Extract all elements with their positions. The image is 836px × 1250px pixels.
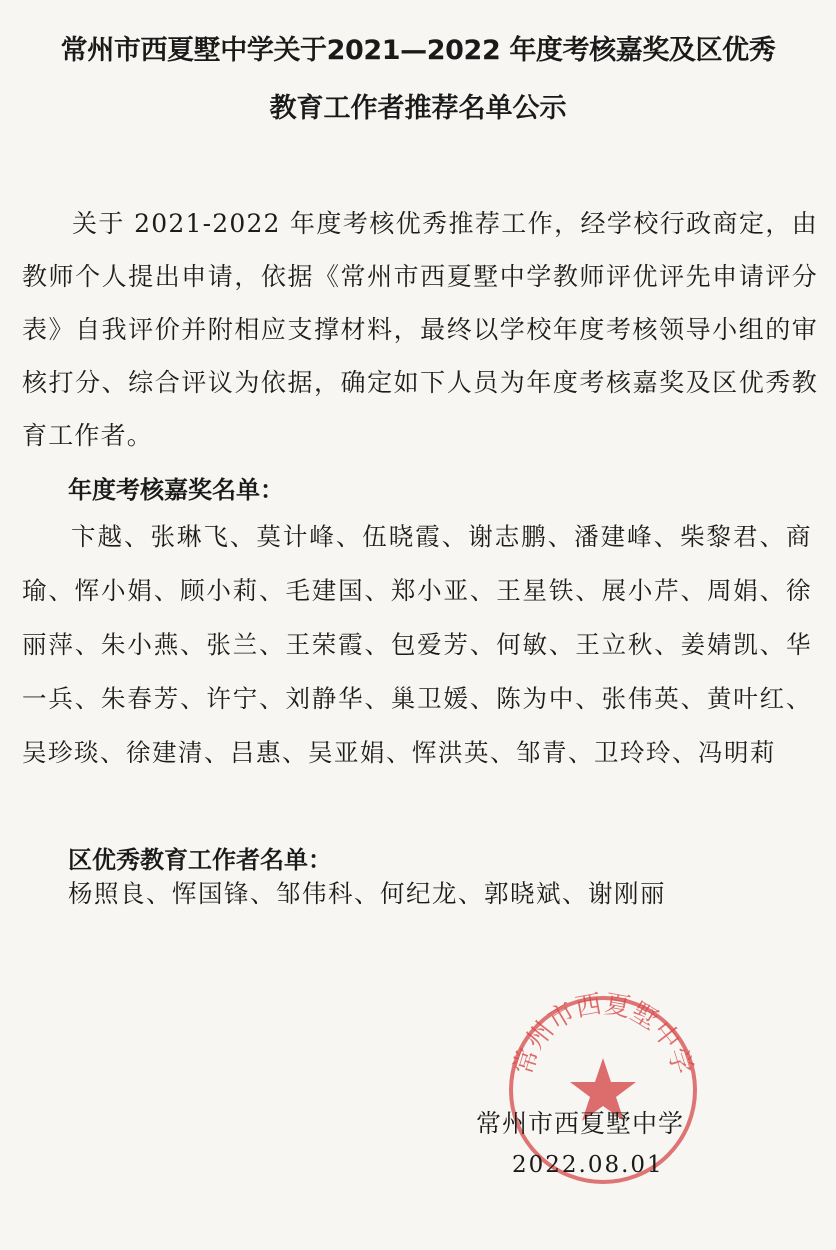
excellent-names-list: 杨照良、恽国锋、邹伟科、何纪龙、郭晓斌、谢刚丽 <box>68 879 666 908</box>
seal-text: 常州市西夏墅中学 <box>508 990 698 1079</box>
document-title-line-2: 教育工作者推荐名单公示 <box>269 93 567 124</box>
intro-paragraph: 关于 2021-2022 年度考核优秀推荐工作，经学校行政商定，由教师个人提出申请，依据《常州市西夏墅中学教师评优评先申请评分表》自我评价并附相应支撑材料，最终以学校年度考核领导小组的审核打分、综合评议为依据，确定如下人员为年度考核嘉奖及区优秀教育工作者。 <box>22 209 818 450</box>
signer-organization: 常州市西夏墅中学 <box>476 1109 685 1138</box>
award-names-list: 卞越、张琳飞、莫计峰、伍晓霞、谢志鹏、潘建峰、柴黎君、商瑜、恽小娟、顾小莉、毛建国、郑小亚、王星铁、展小芹、周娟、徐丽萍、朱小燕、张兰、王荣霞、包爱芳、何敏、王立秋、姜婧凯、华一兵、朱春芳、许宁、刘静华、巢卫媛、陈为中、张伟英、黄叶红、吴珍琰、徐建清、吕惠、吴亚娟、恽洪英、邹青、卫玲玲、冯明莉 <box>22 522 812 767</box>
award-list-heading: 年度考核嘉奖名单： <box>68 476 284 504</box>
excellent-list-heading: 区优秀教育工作者名单： <box>68 846 332 874</box>
signing-date: 2022.08.01 <box>512 1152 664 1178</box>
document-title-line-1: 常州市西夏墅中学关于2021—2022 年度考核嘉奖及区优秀 <box>60 35 776 66</box>
